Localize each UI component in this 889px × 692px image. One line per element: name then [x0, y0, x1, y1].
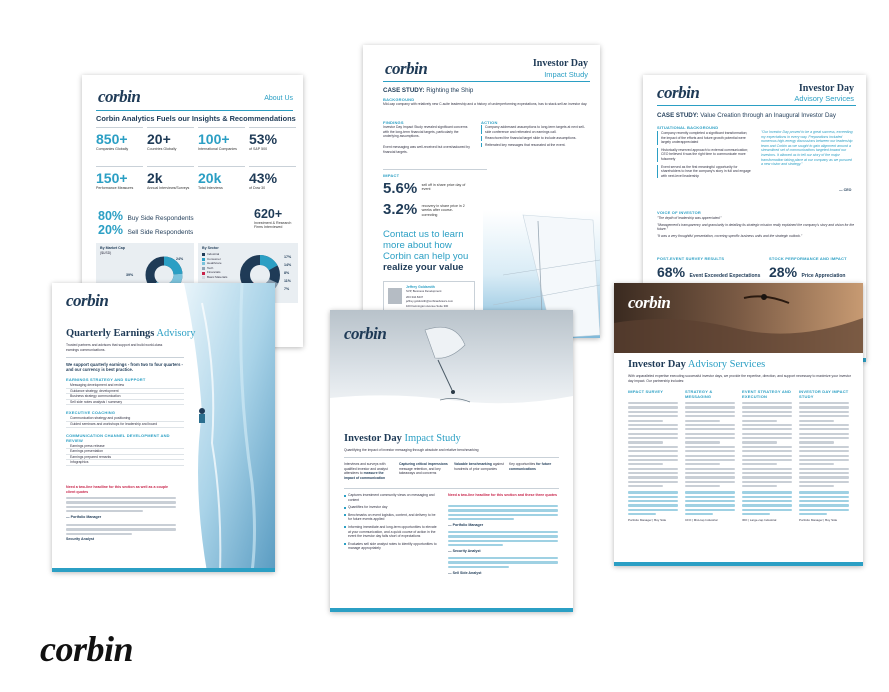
quarterly-item: Guidance strategy, development — [66, 389, 184, 395]
impact-bullet: Quantifies for investor day — [344, 505, 439, 510]
findings-head: FINDINGS — [383, 120, 404, 125]
sector-legend-item: Tech — [202, 267, 227, 271]
impact-column: Capturing critical impressions message retention, and key takeaways and concerns — [399, 462, 448, 476]
market-cap-panel: By Market Cap ($USD) 39% 24% — [96, 243, 194, 303]
stock-stat: 28% Price Appreciation — [769, 264, 846, 280]
sector-legend-item: Basic Materials — [202, 276, 227, 280]
advisory-title: Investor Day — [798, 83, 854, 94]
impact-study-title: Investor Day Impact Study — [344, 433, 461, 444]
impact-bullets — [344, 493, 439, 554]
voice-head: VOICE OF INVESTOR — [657, 210, 701, 215]
quote2-by: Security Analyst — [66, 537, 95, 541]
column-body — [742, 402, 792, 487]
quote3-by: — Sell Side Analyst — [448, 571, 482, 575]
voice-quote: "The depth of leadership was appreciated." — [657, 216, 722, 220]
findings-text: Investor Day Impact Study revealed significant concerns with the long-term financial targets, particularly the underlying assumptions. — [383, 125, 468, 139]
quarterly-section: EARNINGS STRATEGY AND SUPPORT Messaging development and review Guidance strategy, development Business strategy communication Sell side notes analysis / summary — [66, 377, 184, 405]
impact-case-study-sheet — [363, 45, 600, 338]
column-quote — [628, 491, 678, 515]
quarterly-callout: Need a two-line headline for this section as well as a couple client quotes — [66, 485, 169, 494]
quarterly-item: Earnings presentation — [66, 449, 184, 455]
sector-pct: 14% — [284, 263, 292, 267]
impact-study-intro: Quantifying the impact of investor messaging through absolute and relative benchmarking — [344, 448, 479, 452]
impact-bullet: Informing immediate and long-term opportunities to elevate at your communication, and a quick course of action in the event the investor day falls short of expectations — [344, 525, 439, 539]
action-item: Reiterated key messages that resonated at the event. — [481, 143, 589, 148]
by-sector-panel: By Sector Industrial Consumer Healthcare Tech Financials Basic Materials 17% 14% 8% 11% 7% — [198, 243, 298, 303]
action-list — [481, 125, 589, 149]
sector-pct: 17% — [284, 255, 292, 259]
impact-head: IMPACT — [383, 173, 400, 178]
sell-side-stat: 20% Sell Side Respondents — [98, 223, 194, 237]
quarterly-title: Quarterly Earnings Advisory — [66, 328, 196, 339]
column-quote-by: Portfolio Manager | Buy Side — [799, 517, 838, 522]
quarterly-intro: Trusted partners and advisors that support and build world-class earnings communications. — [66, 343, 163, 352]
situational-item: Historically reserved approach to external communication; CEO believed it was the right time to communicate more fulsomely — [657, 148, 751, 162]
situational-head: SITUATIONAL BACKGROUND — [657, 125, 719, 130]
corbin-brand-logo: corbin — [40, 629, 134, 669]
impact-title: Investor Day — [532, 58, 588, 69]
contact-photo — [388, 288, 402, 304]
impact-bullet: Evaluates sell side analyst notes to identify opportunities to manage appropriately — [344, 542, 439, 551]
impact-subtitle: Impact Study — [544, 70, 588, 79]
contact-cta: Contact us to learn more about how Corbin can help you realize your value — [383, 229, 469, 273]
quote-placeholder — [448, 557, 558, 570]
quarterly-item: Business strategy communication — [66, 394, 184, 400]
column-body — [799, 402, 849, 487]
advisory-services-intro: With unparalleled expertise executing successful investor days, we provide the expertise, direction, and support necessary to maximize your investor day impact. Our partnership includes: — [628, 374, 851, 383]
stat-tile: 20+ Countries Globally — [147, 127, 194, 162]
quarterly-earnings-sheet — [52, 283, 275, 572]
impact-columns — [344, 462, 562, 486]
advisory-services-title: Investor Day Advisory Services — [628, 359, 766, 370]
corbin-logo: corbin — [66, 291, 109, 310]
ceo-quote-by: — CEO — [839, 188, 852, 192]
case-study-heading: CASE STUDY: Righting the Ship — [383, 87, 474, 94]
column-quote — [685, 491, 735, 515]
findings-text2: Event messaging was well-received but overshadowed by financial targets. — [383, 145, 470, 154]
column-quote — [742, 491, 792, 515]
quarterly-sections — [66, 377, 184, 471]
impact-bullet: Benchmarks on event logistics, content, and delivery to be for future events applied — [344, 513, 439, 522]
stat-tile: 43% of Dow 30 — [249, 166, 296, 201]
quote2-by: — Security Analyst — [448, 549, 481, 553]
quote1-by: — Portfolio Manager — [66, 515, 102, 519]
column-body — [685, 402, 735, 487]
sector-legend-item: Healthcare — [202, 262, 227, 266]
column-body — [628, 402, 678, 487]
case-study-heading: CASE STUDY: Value Creation through an Inaugural Investor Day — [657, 112, 836, 119]
voice-list — [657, 216, 857, 240]
quarterly-item: Guided seminars and workshops for leadership and board — [66, 422, 184, 428]
situational-item: Event served as the first meaningful opportunity for shareholders to hear the company's story in full and engage with next-level leadership — [657, 165, 751, 179]
situational-list — [657, 131, 751, 181]
quarterly-item: Sell side notes analysis / summary — [66, 400, 184, 406]
quarterly-section: COMMUNICATION CHANNEL DEVELOPMENT AND REVIEW Earnings press release Earnings presentation Earnings prepared remarks Infographics — [66, 433, 184, 466]
sector-legend-item: Financials — [202, 271, 227, 275]
service-column: EVENT STRATEGY AND EXECUTION IRO | Large-cap Industrial — [742, 390, 795, 555]
service-column: STRATEGY & MESSAGING CFO | Mid-cap Industrial — [685, 390, 738, 555]
sector-pct: 11% — [284, 279, 291, 283]
investment-stat: 620+ Investment & Research Firms Interviewed — [254, 207, 292, 230]
quote-placeholder — [66, 497, 176, 515]
background-text: Mid-cap company with relatively new C-suite leadership and a history of underperforming expectations, has to stack-sell an investor day. — [383, 102, 588, 106]
background-head: BACKGROUND — [383, 97, 415, 102]
quarterly-item: Messaging development and review — [66, 383, 184, 389]
quarterly-section: EXECUTIVE COACHING Communication strategy and positioning Guided seminars and workshops for leadership and board — [66, 410, 184, 427]
impact-column: Valuable benchmarking against hundreds of prior companies — [454, 462, 504, 471]
stat-tile: 20k Total Interviews — [198, 166, 245, 201]
sector-pct: 8% — [284, 271, 290, 275]
corbin-logo: corbin — [98, 87, 141, 106]
column-quote — [799, 491, 849, 515]
impact-column: Key opportunities for future communications — [509, 462, 552, 471]
corbin-logo: corbin — [628, 293, 671, 312]
impact-callout: Need a two-line headline for this section and these three quotes — [448, 493, 558, 497]
quarterly-item: Communication strategy and positioning — [66, 416, 184, 422]
post-event-stat: 68% Event Exceeded Expectations — [657, 264, 761, 280]
about-us-tag: About Us — [264, 95, 293, 102]
stat-tile: 2k Annual Interviews/Surveys — [147, 166, 194, 201]
column-quote-by: IRO | Large-cap Industrial — [742, 517, 777, 522]
corbin-logo: corbin — [385, 59, 428, 78]
impact-stat-2: 3.2% recovery in share price in 2 weeks after course-correcting — [383, 201, 465, 218]
action-item: Company addressed assumptions to long-term targets at next sell-side conference and reiterated on earnings call. — [481, 125, 589, 134]
investor-day-impact-sheet — [330, 310, 573, 612]
corbin-logo: corbin — [657, 83, 700, 102]
impact-column: Interviews and surveys with qualified investor and analyst attendees to measure the impact of communication — [344, 462, 388, 480]
service-column: IMPACT SURVEY Portfolio Manager | Buy Side — [628, 390, 681, 555]
quarterly-item: Infographics — [66, 460, 184, 466]
sector-pct: 7% — [284, 287, 290, 291]
about-heading: Corbin Analytics Fuels our Insights & Recommendations — [96, 114, 296, 123]
quote1-by: — Portfolio Manager — [448, 523, 484, 527]
impact-bullet: Captures investment community views on messaging and content — [344, 493, 439, 502]
column-quote-by: CFO | Mid-cap Industrial — [685, 517, 718, 522]
sector-legend-item: Consumer — [202, 258, 227, 262]
services-columns — [628, 390, 856, 555]
voice-quote: "It was a very thoughtful presentation, covering specific business units and the strategic outlook." — [657, 233, 803, 238]
stat-tile: 850+ Companies Globally — [96, 127, 143, 162]
advisory-services-sheet — [614, 283, 863, 566]
corbin-logo: corbin — [344, 324, 387, 343]
stat-tile: 53% of S&P 500 — [249, 127, 296, 162]
sector-legend-item: Industrial — [202, 253, 227, 257]
situational-item: Company recently completed a significant transformation; the impact of the efforts and future growth potential were largely underappreciated — [657, 131, 751, 145]
quote-placeholder — [448, 531, 558, 549]
quarterly-item: Earnings press release — [66, 444, 184, 450]
stat-tile: 150+ Performance Measures — [96, 166, 143, 201]
quarterly-lead: We support quarterly earnings - from two to four quarters - and our currency is best practice. — [66, 362, 183, 372]
quote-placeholder — [448, 505, 558, 523]
column-quote-by: Portfolio Manager | Buy Side — [628, 517, 667, 522]
buy-side-stat: 80% Buy Side Respondents — [98, 209, 194, 223]
post-event-head: POST-EVENT SURVEY RESULTS — [657, 256, 725, 261]
service-column: INVESTOR DAY IMPACT STUDY Portfolio Manager | Buy Side — [799, 390, 852, 555]
stat-tile: 100+ International Companies — [198, 127, 245, 162]
quote-placeholder — [66, 524, 176, 537]
voice-quote: "Management's transparency and granularity in detailing its strategic mission really explained the company's story and vision for the future." — [657, 222, 855, 232]
action-item: Reanchored the financial target slide to include assumptions. — [481, 136, 589, 141]
contact-card: Jeffrey Goldsmith SVP, Business Development 203.344.8447 jeffrey.goldsmith@corbinadvisors.com 100 Farmington Avenue Suite 300 — [383, 281, 475, 311]
action-head: ACTION — [481, 120, 498, 125]
advisory-subtitle: Advisory Services — [794, 94, 854, 103]
impact-stat-1: 5.6% sell off in share price day of event — [383, 180, 466, 197]
stock-head: STOCK PERFORMANCE AND IMPACT — [769, 256, 847, 261]
quarterly-item: Earnings prepared remarks — [66, 455, 184, 461]
ceo-quote: "Our Investor Day proved to be a great success, exceeding my expectations in every way. Preparations included numerous high-energy discussions between our leadership team and Corbin as we sought to gain alignment around a streamlined set of communications targeted toward our investors. It allowed us to tell our story of the major transformation taking place at our company as we pursued a new vision and strategy." — [761, 130, 853, 167]
